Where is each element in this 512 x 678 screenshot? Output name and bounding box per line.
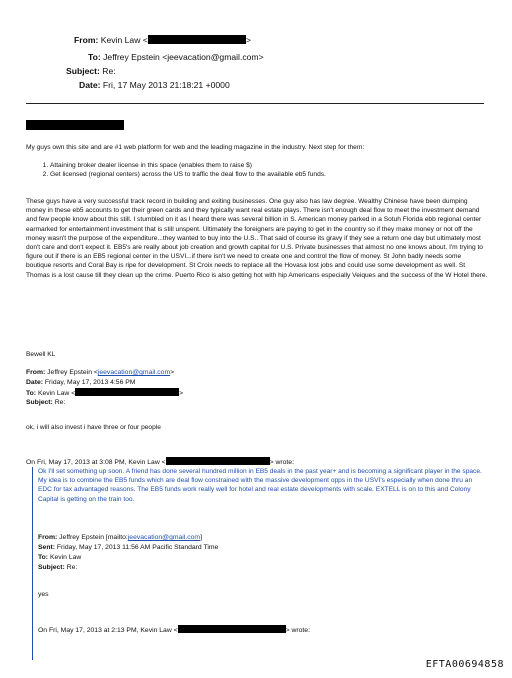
reply2-subject: Subject: Re: [38,564,78,571]
email-link[interactable]: jeevacation@gmail.com [127,534,201,541]
step-item: 2. Get licensed (regional centers) across the US to traffic the deal flow to the available eb5 funds. [50,170,488,179]
header-from-value: Kevin Law < [100,35,148,45]
redaction-bar [75,388,179,396]
header-subject-label: Subject: [66,66,100,76]
reply2-from: From: Jeffrey Epstein [mailto:jeevacation@gmail.com] [38,534,202,541]
quote-bar [32,467,33,660]
step-item: 1. Attaining broker dealer license in this space (enables them to raise $) [50,161,488,170]
header-date-label: Date: [79,80,101,90]
quote2-attribution: On Fri, May 17, 2013 at 2:13 PM, Kevin Law < > wrote: [38,627,310,634]
quote1-attribution: On Fri, May 17, 2013 at 3:08 PM, Kevin Law < > wrote: [26,459,294,466]
reply1-message: ok, i will also invest i have three or four people [26,424,161,431]
redaction-bar [26,120,124,130]
document-id: EFTA00694858 [425,659,504,670]
header-to-value: Jeffrey Epstein <jeevacation@gmail.com> [103,52,264,62]
reply2-message: yes [38,591,49,598]
header-from: From: Kevin Law < > [74,35,251,45]
header-to [88,52,264,63]
header-divider [26,103,484,104]
header-subject [66,66,116,77]
quote1-message: Ok I'll set something up soon. A friend has done several hundred million in EB5 deals in the past year+ and is becoming a significant player in the space. My idea is to combine the EB5 funds which are deal flow constrained with the massive development opps in the USVI's especially when done thru an EDC for tax advantaged reasons. The EB5 funds work really well for hotel and real estate developments with scale. EXTELL is on to this and Colony Capital is getting on the train too. [38,468,482,503]
email-link[interactable]: jeevacation@gmail.com [97,369,171,376]
reply2-sent: Sent: Friday, May 17, 2013 11:56 AM Pacific Standard Time [38,544,219,551]
reply1-date: Date: Friday, May 17, 2013 4:56 PM [26,379,136,386]
redaction-bar [166,457,270,465]
body-paragraph: These guys have a very successful track record in building and exiting businesses. One guy also has law degree. Wealthy Chinese have been dumping money in these eb5 accounts to get their green cards and they typically want real estate plays. There isn't enough deal flow to meet the investment demand and few people know about this still. I stumbled on it as I heard there was several billion in S. American money parked in a Sotuh Florida ebb regional center earmarked for entertainment investment that is still unspent. Ultimately the foreigners are paying to get in the country so if they make money or not off the money wasn't the purpose of the expenditure...they wanted to buy into the U.S.. That said of course its gravy if they see a return one day but ultimately most don't care and don't expect it. EB5's are really about job creation and growth capital for U.S. Private businesses that almost no one knows about. I'm trying to figure out if there is an EB5 regional center in the USVI...if there isn't we need to create one and control the flow of money. St John badly needs some boutique resorts and Coral Bay is ripe for development. St Croix needs to replace all the Hovasa lost jobs and could use some development as well. St Thomas is a lost cause till they clean up the crime. Puerto Rico is also getting hot with hip Americans especially Veiques and the success of the W Hotel there. [26,198,488,279]
redaction-bar [178,625,286,633]
redaction-bar [148,35,246,44]
body-intro: My guys own this site and are #1 web platform for web and the leading magazine in the industry. Next step for them: [26,144,365,151]
step-list [26,161,488,179]
header-subject-value: Re: [102,66,116,76]
header-to-label: To: [88,52,101,62]
header-from-label: From: [74,35,99,45]
reply2-to: To: Kevin Law [38,554,82,561]
signoff: Bewell KL [26,351,56,358]
reply1-subject: Subject: Re: [26,399,66,406]
reply1-from: From: Jeffrey Epstein <jeevacation@gmail.com> [26,369,175,376]
header-date [79,80,230,91]
reply1-to: To: Kevin Law < > [26,390,184,397]
header-date-value: Fri, 17 May 2013 21:18:21 +0000 [102,80,230,90]
